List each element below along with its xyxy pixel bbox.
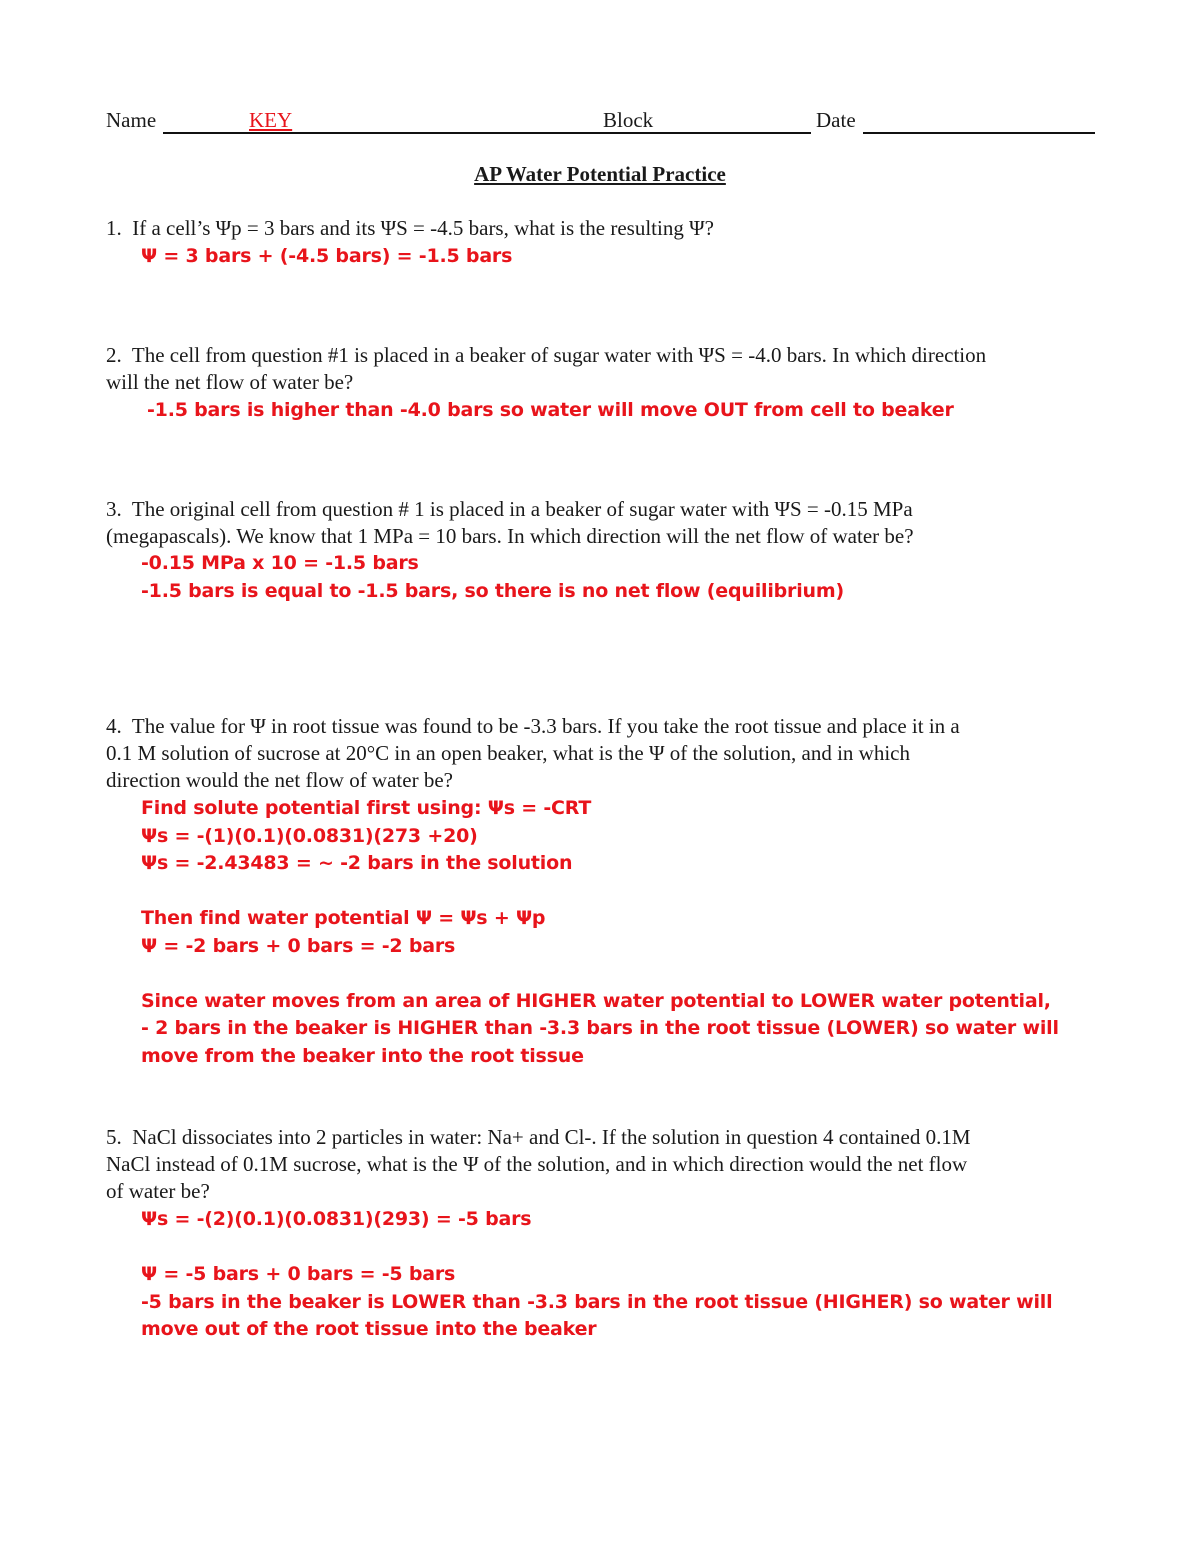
page-title: AP Water Potential Practice [474, 162, 726, 186]
answer-5 [141, 1206, 1052, 1344]
answer-line: Then find water potential Ψ = Ψs + Ψp [141, 907, 546, 929]
answer-line: Find solute potential first using: Ψs = -CRT [141, 797, 592, 819]
answer-line: Ψs = -(2)(0.1)(0.0831)(293) = -5 bars [141, 1208, 532, 1230]
question-prompt-line: 0.1 M solution of sucrose at 20°C in an open beaker, what is the Ψ of the solution, and in which [106, 741, 910, 765]
question-prompt-line: 2. The cell from question #1 is placed in a beaker of sugar water with ΨS = -4.0 bars. In which direction [106, 343, 987, 367]
question-3 [106, 496, 1101, 550]
question-1 [106, 215, 1101, 242]
name-value: KEY [249, 108, 293, 132]
question-prompt-line: (megapascals). We know that 1 MPa = 10 bars. In which direction will the net flow of water be? [106, 524, 914, 548]
answer-line: Ψ = 3 bars + (-4.5 bars) = -1.5 bars [141, 245, 513, 267]
question-prompt-line: direction would the net flow of water be? [106, 768, 453, 792]
date-label: Date [816, 108, 856, 132]
question-prompt-line: NaCl instead of 0.1M sucrose, what is the Ψ of the solution, and in which direction would the net flow [106, 1152, 968, 1176]
name-label: Name [106, 108, 157, 132]
question-prompt-line: 4. The value for Ψ in root tissue was found to be -3.3 bars. If you take the root tissue and place it in a [106, 714, 960, 738]
answer-line: -1.5 bars is equal to -1.5 bars, so there is no net flow (equilibrium) [141, 579, 844, 602]
answer-4 [141, 795, 1059, 1070]
question-prompt-line: 1. If a cell’s Ψp = 3 bars and its ΨS = -4.5 bars, what is the resulting Ψ? [106, 216, 714, 240]
question-prompt-line: will the net flow of water be? [106, 370, 354, 394]
answer-line: Since water moves from an area of HIGHER water potential to LOWER water potential, [141, 989, 1051, 1012]
block-underline [663, 132, 811, 134]
answer-line: Ψs = -(1)(0.1)(0.0831)(273 +20) [141, 824, 478, 847]
answer-line: Ψs = -2.43483 = ~ -2 bars in the solution [141, 852, 573, 874]
answer-line: move out of the root tissue into the beaker [141, 1318, 597, 1340]
answer-line: -1.5 bars is higher than -4.0 bars so water will move OUT from cell to beaker [147, 399, 954, 421]
question-4 [106, 713, 1101, 794]
answer-line: Ψ = -2 bars + 0 bars = -2 bars [141, 934, 456, 957]
header-fields [106, 108, 1096, 136]
answer-3 [141, 550, 844, 605]
answer-line: Ψ = -5 bars + 0 bars = -5 bars [141, 1263, 456, 1285]
question-2 [106, 342, 1101, 396]
answer-line: - 2 bars in the beaker is HIGHER than -3.3 bars in the root tissue (LOWER) so water will [141, 1017, 1059, 1039]
answer-line: -5 bars in the beaker is LOWER than -3.3 bars in the root tissue (HIGHER) so water will [141, 1290, 1053, 1313]
question-prompt-line: 3. The original cell from question # 1 is placed in a beaker of sugar water with ΨS = -0.15 MPa [106, 497, 913, 521]
block-label: Block [603, 108, 654, 132]
answer-2 [147, 397, 954, 425]
answer-1 [141, 243, 512, 271]
answer-line: -0.15 MPa x 10 = -1.5 bars [141, 552, 419, 574]
answer-line: move from the beaker into the root tissue [141, 1044, 584, 1067]
question-prompt-line: of water be? [106, 1179, 210, 1203]
question-5 [106, 1124, 1101, 1205]
question-prompt-line: 5. NaCl dissociates into 2 particles in water: Na+ and Cl-. If the solution in question 4 contained 0.1M [106, 1125, 971, 1149]
date-underline [863, 132, 1095, 134]
